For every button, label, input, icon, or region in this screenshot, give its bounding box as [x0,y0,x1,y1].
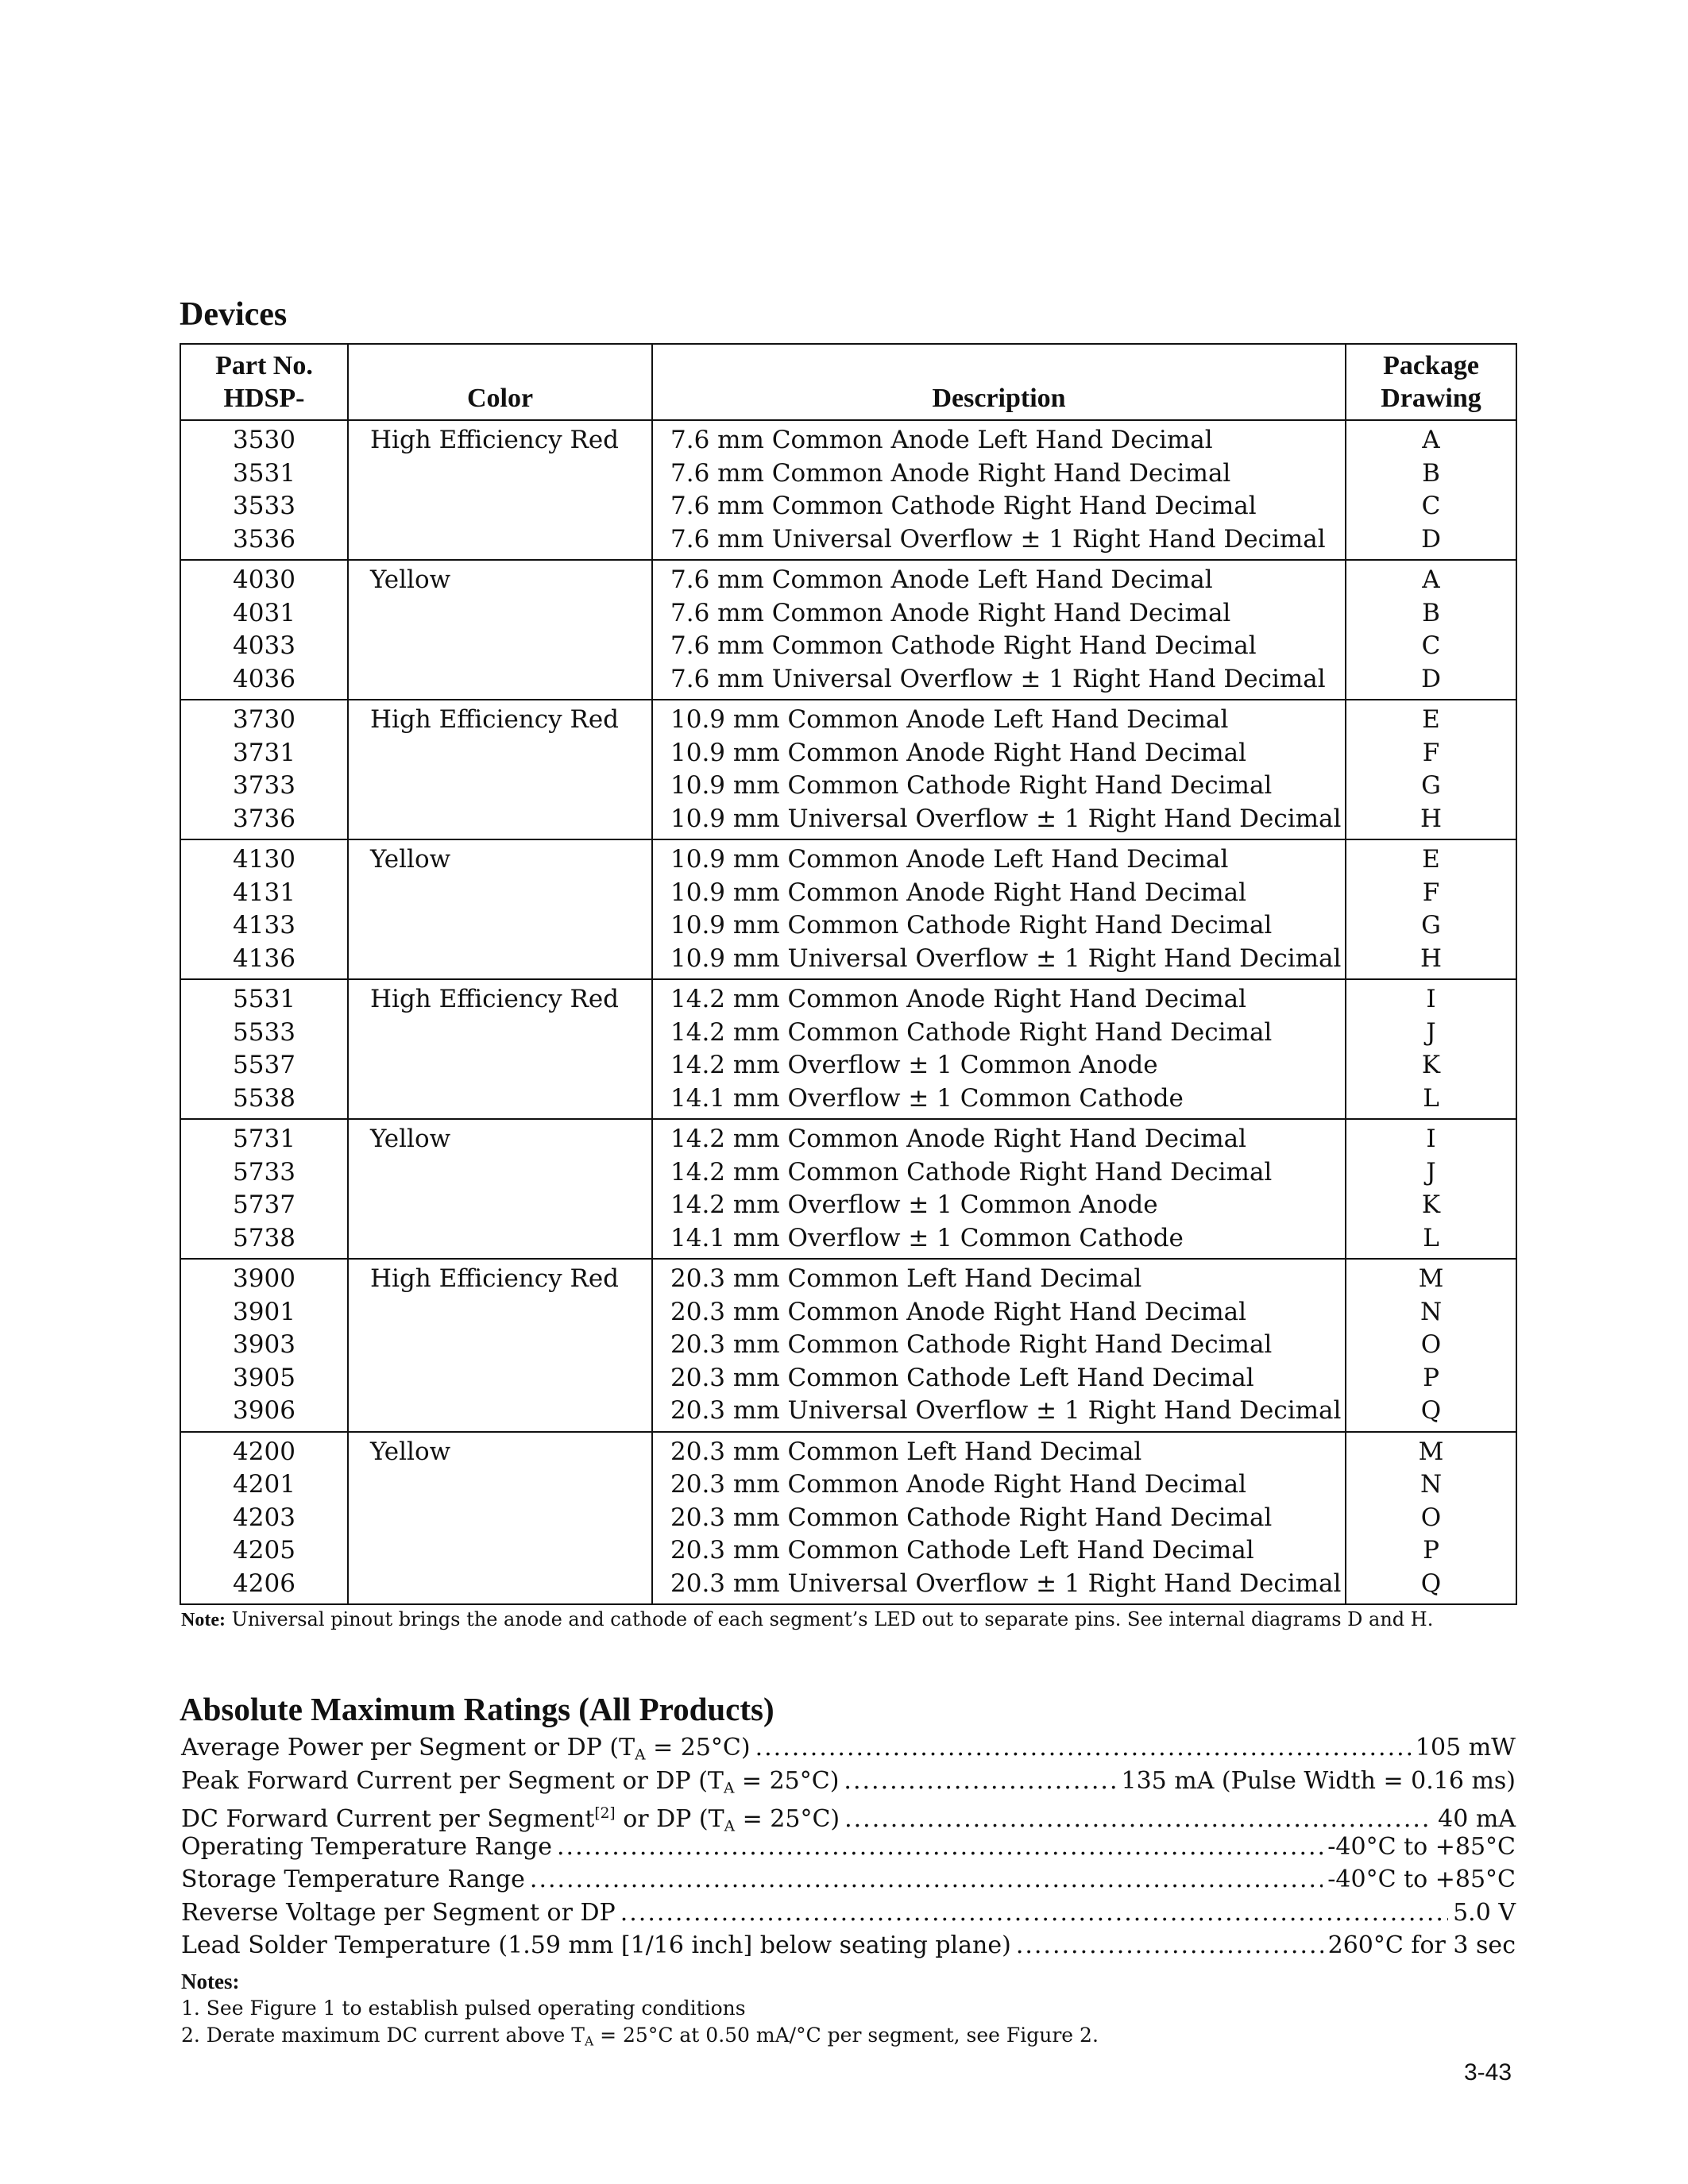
color-cell [348,560,652,700]
description-text: 10.9 mm Common Cathode Right Hand Decimal [670,771,1273,800]
rating-label: DC Forward Current per Segment[2] or DP $(T_A = 25^\circ C)$ [181,1805,840,1835]
part-number: 3730 [233,705,295,734]
part-number: 4031 [233,598,295,627]
color-label: High Efficiency Red [370,985,620,1013]
part-number: 4206 [233,1569,295,1598]
package-letter: F [1422,738,1440,767]
color-cell [348,1119,652,1259]
part-number: 3731 [233,738,295,767]
part-number: 5737 [233,1190,295,1219]
table-row [180,700,1516,839]
package-letter: H [1420,943,1443,973]
description-cell [652,839,1346,979]
color-cell [348,839,652,979]
part-number: 3733 [233,771,295,800]
table-row [180,1432,1516,1605]
rating-row-reverse-voltage [181,1897,1516,1930]
package-letter: Q [1420,1396,1442,1425]
package-letter: L [1423,1223,1439,1252]
rating-label: Reverse Voltage per Segment or DP [181,1898,616,1927]
table-row [180,560,1516,700]
description-text: 14.2 mm Common Anode Right Hand Decimal [670,985,1247,1013]
description-cell [652,420,1346,560]
package-letter: A [1422,565,1440,594]
devices-note-label: Note: [181,1610,226,1630]
package-letter: O [1420,1503,1442,1532]
package-letter: B [1422,458,1440,488]
description-cell [652,560,1346,700]
rating-row-average-power [181,1731,1516,1765]
description-text: 14.2 mm Common Cathode Right Hand Decimal [670,1017,1273,1047]
dot-leader [620,1897,1448,1930]
footnotes [181,1968,1099,2055]
dot-leader [530,1863,1323,1897]
description-text: 14.2 mm Overflow ± 1 Common Anode [670,1051,1158,1079]
description-text: 20.3 mm Common Cathode Left Hand Decimal [670,1363,1254,1392]
part-number-cell [180,979,348,1119]
color-label: Yellow [370,845,451,874]
device-group [180,979,1516,1119]
devices-table [180,343,1517,1605]
package-letter: P [1423,1536,1439,1565]
table-row [180,839,1516,979]
description-text: 20.3 mm Universal Overflow ± 1 Right Hand Decimal [670,1396,1342,1425]
part-number: 3906 [233,1396,295,1425]
device-group [180,839,1516,979]
table-row [180,979,1516,1119]
package-letter: Q [1420,1569,1442,1598]
part-number-cell [180,700,348,839]
rating-row-operating-temp [181,1831,1516,1864]
package-letter: C [1421,492,1441,520]
ratings-heading: Absolute Maximum Ratings (All Products) [180,1691,774,1727]
package-cell [1346,1432,1516,1605]
rating-value: 135 mA (Pulse Width = 0.16 ms) [1121,1766,1516,1795]
part-number: 3900 [233,1264,295,1293]
table-header-row [180,344,1516,420]
table-row [180,1119,1516,1259]
part-number: 5533 [233,1017,295,1047]
description-text: 20.3 mm Common Anode Right Hand Decimal [670,1297,1247,1326]
device-group [180,1119,1516,1259]
part-number-cell [180,420,348,560]
description-text: 20.3 mm Common Left Hand Decimal [670,1264,1142,1293]
note-2: 2. Derate maximum DC current above $T_A = 25^\circ C$ at 0.50 mA/°C per segment, see Figure 2. [181,2024,1099,2049]
header-description: Description [652,344,1346,420]
dot-leader [755,1731,1411,1765]
part-number-cell [180,839,348,979]
description-text: 20.3 mm Common Cathode Right Hand Decimal [670,1330,1273,1359]
description-text: 20.3 mm Common Anode Right Hand Decimal [670,1470,1247,1499]
header-part-no [180,344,348,420]
part-number: 4130 [233,845,295,874]
part-number: 3533 [233,492,295,520]
package-letter: K [1421,1190,1441,1219]
rating-value: 5.0 V [1453,1898,1516,1927]
package-letter: A [1422,426,1440,454]
part-number: 5733 [233,1157,295,1187]
part-number: 5537 [233,1051,295,1079]
package-cell [1346,1119,1516,1259]
description-text: 7.6 mm Common Cathode Right Hand Decimal [670,492,1257,520]
part-number: 3736 [233,804,295,833]
color-label: Yellow [370,1125,451,1153]
part-number-cell [180,1432,348,1605]
rating-label: Storage Temperature Range [181,1866,525,1893]
part-number: 5738 [233,1223,295,1252]
color-cell [348,979,652,1119]
part-number: 4203 [233,1503,295,1532]
header-package [1346,344,1516,420]
description-text: 10.9 mm Common Anode Right Hand Decimal [670,738,1247,767]
color-label: Yellow [370,1437,451,1466]
part-number: 3901 [233,1297,295,1326]
color-label: High Efficiency Red [370,426,620,454]
description-cell [652,1259,1346,1432]
color-label: High Efficiency Red [370,705,620,734]
description-text: 7.6 mm Common Cathode Right Hand Decimal [670,631,1257,660]
package-letter: P [1423,1363,1439,1392]
package-cell [1346,560,1516,700]
description-text: 7.6 mm Common Anode Left Hand Decimal [670,426,1213,454]
device-group [180,700,1516,839]
description-text: 20.3 mm Common Cathode Left Hand Decimal [670,1536,1254,1565]
package-letter: M [1418,1264,1444,1293]
rating-label: Peak Forward Current per Segment or DP $(T_A = 25^\circ C)$ [181,1766,840,1797]
package-letter: E [1422,705,1440,734]
description-text: 10.9 mm Common Anode Left Hand Decimal [670,845,1229,874]
part-number: 3905 [233,1363,295,1392]
part-number: 5531 [233,985,295,1013]
devices-note-text: Universal pinout brings the anode and cathode of each segment’s LED out to separate pins. See internal diagrams D and H. [231,1608,1434,1630]
package-letter: C [1421,631,1441,660]
part-number: 4200 [233,1437,295,1466]
package-letter: J [1426,1017,1436,1047]
color-cell [348,1259,652,1432]
package-cell [1346,1259,1516,1432]
package-letter: D [1421,664,1441,693]
description-text: 7.6 mm Common Anode Right Hand Decimal [670,598,1231,627]
note-1: 1. See Figure 1 to establish pulsed operating conditions [181,1997,746,2020]
rating-row-dc-current [181,1797,1516,1835]
devices-note [181,1608,1433,1631]
package-letter: G [1421,771,1441,800]
package-letter: G [1421,911,1441,940]
part-number: 4133 [233,911,295,940]
rating-value: 105 mW [1415,1734,1516,1761]
package-letter: I [1426,985,1436,1013]
package-letter: H [1420,804,1443,833]
notes-title: Notes: [181,1970,240,1993]
description-text: 7.6 mm Universal Overflow ± 1 Right Hand Decimal [670,664,1326,693]
device-group [180,1259,1516,1432]
dot-leader [1016,1929,1323,1962]
description-text: 7.6 mm Universal Overflow ± 1 Right Hand Decimal [670,524,1326,554]
package-letter: M [1418,1437,1444,1466]
rating-value: 260°C for 3 sec [1327,1931,1516,1959]
description-text: 14.1 mm Overflow ± 1 Common Cathode [670,1223,1184,1252]
description-text: 14.2 mm Overflow ± 1 Common Anode [670,1190,1158,1219]
part-number: 3903 [233,1330,295,1359]
package-letter: I [1426,1125,1436,1153]
part-number-cell [180,1259,348,1432]
rating-value: -40°C to +85°C [1327,1832,1516,1861]
description-text: 14.2 mm Common Cathode Right Hand Decimal [670,1157,1273,1187]
device-group [180,420,1516,560]
description-text: 7.6 mm Common Anode Left Hand Decimal [670,565,1213,594]
device-group [180,560,1516,700]
package-letter: E [1422,845,1440,874]
color-cell [348,1432,652,1605]
rating-row-storage-temp [181,1863,1516,1897]
header-color: Color [348,344,652,420]
part-number: 3530 [233,426,295,454]
package-letter: F [1422,878,1440,907]
description-text: 20.3 mm Universal Overflow ± 1 Right Hand Decimal [670,1569,1342,1598]
description-cell [652,1432,1346,1605]
description-text: 10.9 mm Common Anode Right Hand Decimal [670,878,1247,907]
part-number: 3531 [233,458,295,488]
part-number: 5538 [233,1083,295,1113]
table-row [180,420,1516,560]
header-package-line1: Package [1383,351,1479,380]
rating-label: Operating Temperature Range [181,1832,553,1861]
part-number: 4036 [233,664,295,693]
header-package-line2: Drawing [1381,384,1481,413]
page-number: 3-43 [1464,2059,1512,2086]
rating-value: 40 mA [1438,1805,1516,1834]
package-cell [1346,839,1516,979]
description-text: 10.9 mm Universal Overflow ± 1 Right Hand Decimal [670,804,1342,833]
rating-value: -40°C to +85°C [1327,1866,1516,1893]
color-label: High Efficiency Red [370,1264,620,1293]
description-cell [652,979,1346,1119]
part-number: 5731 [233,1125,295,1153]
description-text: 14.2 mm Common Anode Right Hand Decimal [670,1125,1247,1153]
rating-row-solder-temp [181,1929,1516,1962]
package-letter: J [1426,1157,1436,1187]
package-letter: N [1420,1297,1443,1326]
part-number: 4201 [233,1470,295,1499]
devices-heading: Devices [180,296,288,333]
description-text: 20.3 mm Common Left Hand Decimal [670,1437,1142,1466]
header-part-no-line1: Part No. [215,351,313,380]
part-number: 3536 [233,524,295,554]
package-letter: B [1422,598,1440,627]
part-number: 4131 [233,878,295,907]
package-letter: O [1420,1330,1442,1359]
part-number-cell [180,1119,348,1259]
ratings-list [181,1731,1516,1962]
description-text: 10.9 mm Universal Overflow ± 1 Right Hand Decimal [670,943,1342,973]
rating-label: Average Power per Segment or DP $(T_A = 25^\circ C)$ [181,1734,751,1764]
description-cell [652,1119,1346,1259]
part-number: 4205 [233,1536,295,1565]
description-text: 7.6 mm Common Anode Right Hand Decimal [670,458,1231,488]
package-cell [1346,700,1516,839]
color-label: Yellow [370,565,451,594]
header-part-no-line2: HDSP- [223,384,305,413]
package-letter: K [1421,1051,1441,1079]
color-cell [348,420,652,560]
rating-label: Lead Solder Temperature (1.59 mm [1/16 inch] below seating plane) [181,1931,1011,1959]
package-cell [1346,420,1516,560]
dot-leader [557,1831,1323,1864]
part-number: 4136 [233,943,295,973]
package-letter: N [1420,1470,1443,1499]
package-letter: L [1423,1083,1439,1113]
description-text: 10.9 mm Common Cathode Right Hand Decimal [670,911,1273,940]
package-cell [1346,979,1516,1119]
package-letter: D [1421,524,1441,554]
color-cell [348,700,652,839]
dot-leader [844,1765,1116,1798]
description-text: 20.3 mm Common Cathode Right Hand Decimal [670,1503,1273,1532]
rating-row-peak-current [181,1765,1516,1798]
part-number: 4030 [233,565,295,594]
table-row [180,1259,1516,1432]
description-cell [652,700,1346,839]
part-number: 4033 [233,631,295,660]
description-text: 14.1 mm Overflow ± 1 Common Cathode [670,1083,1184,1113]
device-group [180,1432,1516,1605]
part-number-cell [180,560,348,700]
description-text: 10.9 mm Common Anode Left Hand Decimal [670,705,1229,734]
